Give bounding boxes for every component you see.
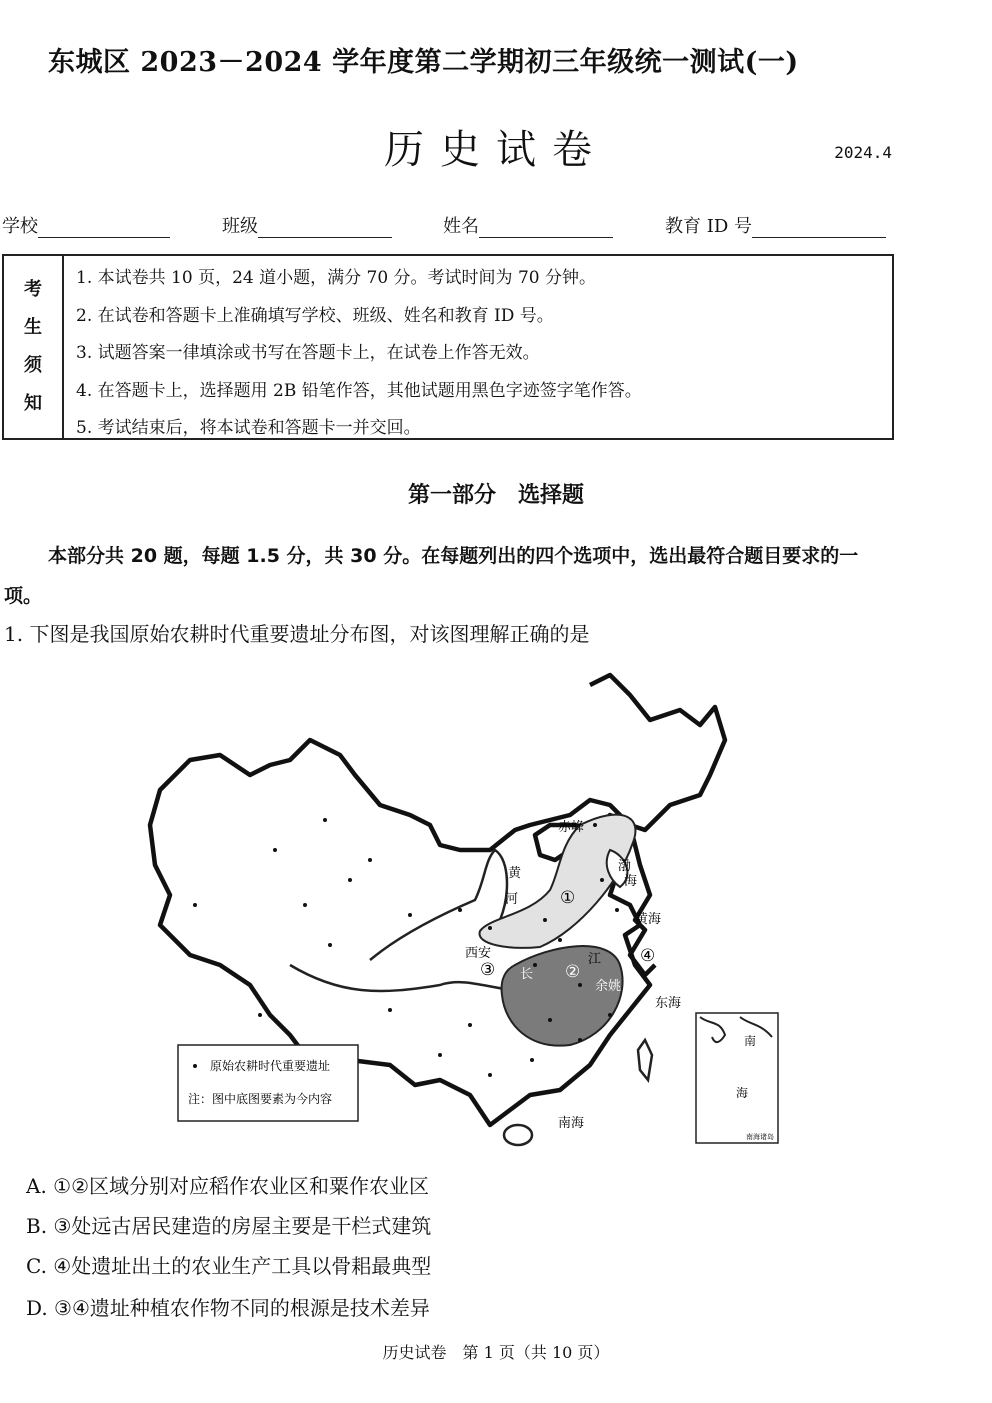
- option-b[interactable]: B. ③处远古居民建造的房屋主要是干栏式建筑: [26, 1214, 432, 1238]
- map-label-huanghai: 黄海: [635, 912, 662, 927]
- region-marker-4: ④: [640, 946, 656, 966]
- site-dot: [468, 1023, 472, 1027]
- site-dot: [543, 918, 547, 922]
- option-a[interactable]: A. ①②区域分别对应稻作农业区和粟作农业区: [26, 1174, 430, 1198]
- option-c[interactable]: C. ④处遗址出土的农业生产工具以骨耜最典型: [26, 1254, 432, 1278]
- map-label-huang: 黄: [508, 866, 522, 881]
- neolithic-sites-map: [140, 665, 785, 1150]
- class-field[interactable]: [222, 212, 392, 238]
- south-china-sea-inset: [696, 1013, 778, 1143]
- inset-label-hai: 海: [736, 1086, 749, 1100]
- notice-item: 5. 考试结束后，将本试卷和答题卡一并交回。: [76, 418, 421, 438]
- site-dot: [408, 913, 412, 917]
- site-dot: [600, 878, 604, 882]
- hainan-island: [504, 1125, 532, 1145]
- option-d[interactable]: D. ③④遗址种植农作物不同的根源是技术差异: [26, 1296, 430, 1320]
- region-marker-3: ③: [480, 960, 496, 980]
- notice-item: 3. 试题答案一律填涂或书写在答题卡上，在试卷上作答无效。: [76, 343, 540, 363]
- part-title: 第一部分 选择题: [407, 483, 584, 508]
- notice-item: 2. 在试卷和答题卡上准确填写学校、班级、姓名和教育 ID 号。: [76, 305, 554, 326]
- site-dot: [488, 926, 492, 930]
- inset-caption: 南海诸岛: [746, 1133, 774, 1141]
- notice-label-char: 须: [24, 355, 42, 376]
- site-dot: [258, 1013, 262, 1017]
- exam-notice-box: [2, 254, 894, 440]
- legend-note: 注：图中底图要素为今内容: [188, 1092, 333, 1106]
- site-dot: [488, 1073, 492, 1077]
- site-dot: [578, 983, 582, 987]
- taiwan-island: [638, 1040, 652, 1080]
- site-dot: [233, 973, 237, 977]
- exam-date: 2024.4: [834, 143, 892, 162]
- name-label: 姓名: [443, 216, 479, 237]
- region-marker-1: ①: [560, 888, 576, 908]
- notice-item: 4. 在答题卡上，选择题用 2B 铅笔作答，其他试题用黑色字迹签字笔作答。: [76, 380, 642, 401]
- name-field[interactable]: [443, 212, 613, 238]
- subject-title: 历史试卷: [384, 127, 608, 173]
- map-label-xian: 西安: [465, 946, 492, 961]
- page-footer: 历史试卷 第 1 页（共 10 页）: [382, 1343, 610, 1362]
- map-label-hai: 海: [624, 874, 638, 889]
- site-dot: [303, 903, 307, 907]
- notice-label-char: 考: [24, 279, 42, 300]
- education-id-field[interactable]: [665, 212, 886, 238]
- site-dot: [608, 1013, 612, 1017]
- site-dot: [193, 903, 197, 907]
- class-blank[interactable]: [258, 215, 392, 238]
- site-dot: [323, 818, 327, 822]
- site-dot: [578, 1038, 582, 1042]
- site-dot: [548, 1018, 552, 1022]
- notice-label-char: 生: [24, 317, 42, 338]
- legend-item: 原始农耕时代重要遗址: [210, 1059, 331, 1073]
- legend-dot: [193, 1064, 197, 1068]
- school-label: 学校: [2, 216, 38, 237]
- site-dot: [530, 1058, 534, 1062]
- site-dot: [593, 823, 597, 827]
- notice-label-char: 知: [24, 393, 42, 414]
- map-label-bo: 渤: [618, 859, 632, 874]
- site-dot: [533, 963, 537, 967]
- part-intro: 本部分共 20 题，每题 1.5 分，共 30 分。在每题列出的四个选项中，选出最符合题目要求的一项。: [4, 545, 859, 607]
- name-blank[interactable]: [479, 215, 613, 238]
- notice-label: [4, 256, 64, 438]
- site-dot: [438, 1053, 442, 1057]
- notice-item: 1. 本试卷共 10 页，24 道小题，满分 70 分。考试时间为 70 分钟。: [76, 268, 596, 288]
- map-label-nanhai: 南海: [558, 1116, 585, 1131]
- education-id-blank[interactable]: [752, 215, 886, 238]
- site-dot: [328, 943, 332, 947]
- class-label: 班级: [222, 216, 258, 237]
- map-label-he: 河: [505, 892, 519, 907]
- map-label-donghai: 东海: [655, 996, 682, 1011]
- site-dot: [368, 858, 372, 862]
- legend-box: [178, 1045, 358, 1121]
- site-dot: [558, 938, 562, 942]
- question-1-stem: 1. 下图是我国原始农耕时代重要遗址分布图，对该图理解正确的是: [4, 622, 590, 646]
- exam-header-title: 东城区 2023－2024 学年度第二学期初三年级统一测试(一): [48, 47, 799, 78]
- map-label-yuyao: 余姚: [595, 979, 622, 994]
- school-field[interactable]: [2, 212, 170, 238]
- site-dot: [388, 1008, 392, 1012]
- school-blank[interactable]: [38, 215, 170, 238]
- region-marker-2: ②: [565, 962, 581, 982]
- map-label-jiang: 江: [588, 952, 602, 967]
- map-label-chang: 长: [520, 967, 534, 982]
- map-label-chifeng: 赤峰: [558, 820, 585, 835]
- education-id-label: 教育 ID 号: [665, 216, 752, 237]
- site-dot: [273, 848, 277, 852]
- site-dot: [615, 908, 619, 912]
- inset-label-nan: 南: [744, 1034, 757, 1048]
- site-dot: [458, 908, 462, 912]
- notice-list: [76, 260, 642, 448]
- site-dot: [348, 878, 352, 882]
